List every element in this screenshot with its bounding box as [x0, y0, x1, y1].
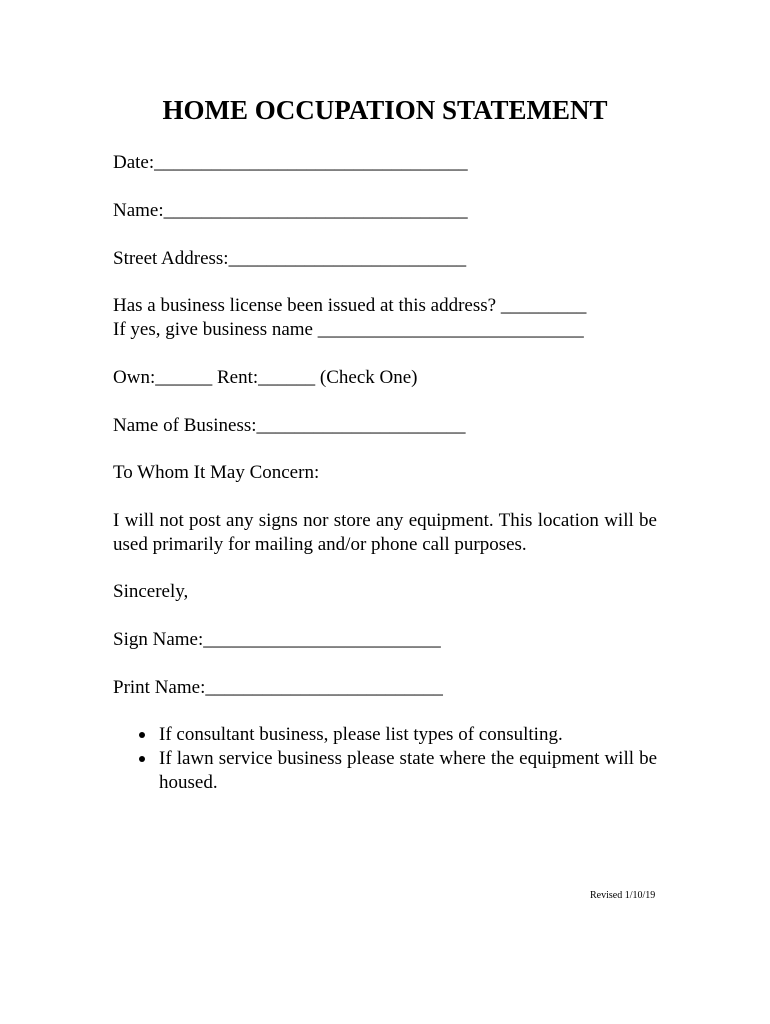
list-item-text: If consultant business, please list types of consulting. — [159, 724, 563, 745]
bullet-icon — [139, 756, 145, 762]
list-item-text: If lawn service business please state where the equipment will be housed. — [159, 748, 657, 793]
revision-note: Revised 1/10/19 — [590, 890, 656, 901]
street-address-field[interactable]: Street Address:_________________________ — [113, 248, 467, 269]
list-item — [113, 747, 657, 795]
business-license-question[interactable]: Has a business license been issued at this address? _________ — [113, 295, 587, 316]
salutation: To Whom It May Concern: — [113, 462, 320, 483]
name-of-business-field[interactable]: Name of Business:______________________ — [113, 415, 466, 436]
date-field[interactable]: Date:_________________________________ — [113, 152, 468, 173]
print-name-field[interactable]: Print Name:_________________________ — [113, 677, 443, 698]
sign-name-field[interactable]: Sign Name:_________________________ — [113, 629, 441, 650]
own-rent-checkbox-line[interactable]: Own:______ Rent:______ (Check One) — [113, 367, 418, 388]
list-item — [113, 723, 657, 747]
bullet-icon — [139, 732, 145, 738]
name-field[interactable]: Name:________________________________ — [113, 200, 468, 221]
statement-paragraph: I will not post any signs nor store any equipment. This location will be used primarily for mailing and/or phone call purposes. — [113, 510, 657, 555]
instructions-list — [113, 723, 657, 795]
page-title: HOME OCCUPATION STATEMENT — [162, 95, 608, 125]
closing: Sincerely, — [113, 581, 189, 602]
business-name-if-yes-field[interactable]: If yes, give business name ____________________________ — [113, 319, 584, 340]
